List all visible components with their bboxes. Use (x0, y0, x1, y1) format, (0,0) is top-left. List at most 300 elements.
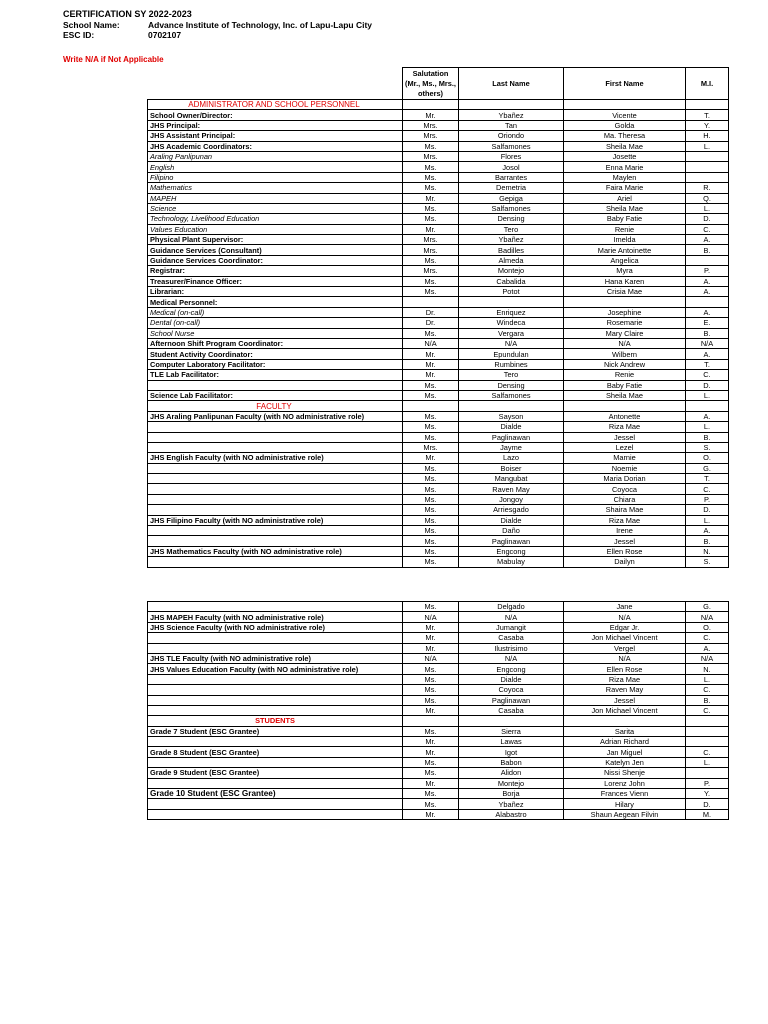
last-name-cell: Mabulay (459, 557, 564, 567)
middle-initial-cell: L. (686, 757, 729, 767)
salutation-cell: Ms. (403, 674, 459, 684)
first-name-cell: Marnie (564, 453, 686, 463)
first-name-cell: Hana Karen (564, 276, 686, 286)
first-name-cell: Jessel (564, 536, 686, 546)
role-label-cell: JHS TLE Faculty (with NO administrative role) (148, 653, 403, 663)
table-row (148, 778, 729, 788)
middle-initial-cell: S. (686, 442, 729, 452)
role-label-cell (148, 474, 403, 484)
last-name-cell (459, 297, 564, 307)
role-label-cell (148, 484, 403, 494)
first-name-cell: Irene (564, 526, 686, 536)
table-row (148, 307, 729, 317)
salutation-cell: Mr. (403, 110, 459, 120)
table-row (148, 799, 729, 809)
first-name-cell: Riza Mae (564, 674, 686, 684)
role-label-cell: JHS Filipino Faculty (with NO administrative role) (148, 515, 403, 525)
first-name-cell: N/A (564, 612, 686, 622)
last-name-cell: Casaba (459, 633, 564, 643)
role-label-cell: Librarian: (148, 287, 403, 297)
table-row (148, 674, 729, 684)
table-row (148, 789, 729, 799)
role-label-cell: MAPEH (148, 193, 403, 203)
empty-cell (459, 716, 564, 726)
table-row (148, 183, 729, 193)
first-name-cell: Coyoca (564, 484, 686, 494)
salutation-cell: Mr. (403, 778, 459, 788)
first-name-cell: Baby Fatie (564, 214, 686, 224)
first-name-cell: Jessel (564, 695, 686, 705)
salutation-cell: Ms. (403, 664, 459, 674)
last-name-cell: Jumangit (459, 622, 564, 632)
first-name-cell: Jon Michael Vincent (564, 705, 686, 715)
role-label-cell: JHS Araling Panlipunan Faculty (with NO administrative role) (148, 411, 403, 421)
table-row (148, 768, 729, 778)
role-label-cell: Computer Laboratory Facilitator: (148, 359, 403, 369)
middle-initial-cell: Y. (686, 120, 729, 130)
last-name-cell: Dialde (459, 674, 564, 684)
role-label-cell: Medical (on-call) (148, 307, 403, 317)
first-name-cell: Sheila Mae (564, 203, 686, 213)
table-row (148, 757, 729, 767)
school-name-value: Advance Institute of Technology, Inc. of Lapu-Lapu City (148, 19, 372, 30)
last-name-cell: Engcong (459, 546, 564, 556)
salutation-cell: Mrs. (403, 131, 459, 141)
section-heading: FACULTY (148, 401, 403, 411)
salutation-cell: Ms. (403, 141, 459, 151)
salutation-cell: Ms. (403, 602, 459, 612)
last-name-cell: Sayson (459, 411, 564, 421)
role-label-cell: Medical Personnel: (148, 297, 403, 307)
first-name-cell: Sheila Mae (564, 390, 686, 400)
table-row (148, 172, 729, 182)
middle-initial-cell (686, 162, 729, 172)
table-row (148, 463, 729, 473)
table-row (148, 602, 729, 612)
table-row (148, 370, 729, 380)
first-name-cell: Katelyn Jen (564, 757, 686, 767)
table-row (148, 633, 729, 643)
last-name-cell: Coyoca (459, 685, 564, 695)
role-label-cell (148, 695, 403, 705)
salutation-cell: Mr. (403, 193, 459, 203)
first-name-cell: N/A (564, 653, 686, 663)
first-name-cell: Lezel (564, 442, 686, 452)
section-row (148, 716, 729, 726)
salutation-cell: Ms. (403, 685, 459, 695)
last-name-cell: Salfamones (459, 390, 564, 400)
last-name-cell: Tan (459, 120, 564, 130)
last-name-cell: Windeca (459, 318, 564, 328)
first-name-cell: Golda (564, 120, 686, 130)
role-label-cell: Araling Panlipunan (148, 151, 403, 161)
header-mi: M.I. (686, 68, 729, 100)
salutation-cell: Ms. (403, 726, 459, 736)
role-label-cell (148, 494, 403, 504)
role-label-cell: School Nurse (148, 328, 403, 338)
salutation-cell: Mr. (403, 349, 459, 359)
middle-initial-cell (686, 768, 729, 778)
table-row (148, 110, 729, 120)
last-name-cell: Alidon (459, 768, 564, 778)
last-name-cell: Arriesgado (459, 505, 564, 515)
first-name-cell: Renie (564, 224, 686, 234)
table-row (148, 338, 729, 348)
middle-initial-cell: C. (686, 370, 729, 380)
salutation-cell: Dr. (403, 307, 459, 317)
last-name-cell: Vergara (459, 328, 564, 338)
middle-initial-cell: Y. (686, 789, 729, 799)
last-name-cell: Mangubat (459, 474, 564, 484)
first-name-cell: N/A (564, 338, 686, 348)
role-label-cell: Afternoon Shift Program Coordinator: (148, 338, 403, 348)
last-name-cell: Delgado (459, 602, 564, 612)
role-label-cell: Dental (on-call) (148, 318, 403, 328)
empty-cell (459, 100, 564, 110)
salutation-cell (403, 297, 459, 307)
middle-initial-cell: D. (686, 380, 729, 390)
first-name-cell: Ariel (564, 193, 686, 203)
empty-cell (686, 401, 729, 411)
salutation-cell: Ms. (403, 505, 459, 515)
salutation-cell: Ms. (403, 526, 459, 536)
salutation-cell: Ms. (403, 183, 459, 193)
salutation-cell: Ms. (403, 172, 459, 182)
middle-initial-cell: P. (686, 778, 729, 788)
salutation-cell: Mrs. (403, 120, 459, 130)
role-label-cell (148, 757, 403, 767)
first-name-cell: Enna Marie (564, 162, 686, 172)
middle-initial-cell: C. (686, 484, 729, 494)
first-name-cell: Adrian Richard (564, 737, 686, 747)
table-row (148, 120, 729, 130)
middle-initial-cell: C. (686, 685, 729, 695)
table-row (148, 390, 729, 400)
salutation-cell: Mr. (403, 747, 459, 757)
role-label-cell (148, 809, 403, 819)
role-label-cell (148, 799, 403, 809)
role-label-cell (148, 674, 403, 684)
last-name-cell: Densing (459, 214, 564, 224)
middle-initial-cell: T. (686, 359, 729, 369)
esc-id-value: 0702107 (148, 30, 182, 40)
first-name-cell: Myra (564, 266, 686, 276)
salutation-cell: Ms. (403, 494, 459, 504)
middle-initial-cell: L. (686, 674, 729, 684)
table-row (148, 287, 729, 297)
table-row (148, 622, 729, 632)
role-label-cell (148, 442, 403, 452)
table-row (148, 515, 729, 525)
role-label-cell (148, 643, 403, 653)
role-label-cell: JHS Values Education Faculty (with NO administrative role) (148, 664, 403, 674)
middle-initial-cell: N/A (686, 338, 729, 348)
last-name-cell: Potot (459, 287, 564, 297)
middle-initial-cell: O. (686, 453, 729, 463)
last-name-cell: Almeda (459, 255, 564, 265)
first-name-cell: Ellen Rose (564, 546, 686, 556)
middle-initial-cell: C. (686, 633, 729, 643)
role-label-cell: Guidance Services Coordinator: (148, 255, 403, 265)
header-blank-cell (148, 68, 403, 100)
header-first-name: First Name (564, 68, 686, 100)
middle-initial-cell: M. (686, 809, 729, 819)
first-name-cell: Maria Dorian (564, 474, 686, 484)
role-label-cell: Filipino (148, 172, 403, 182)
header-last-name: Last Name (459, 68, 564, 100)
middle-initial-cell: Q. (686, 193, 729, 203)
salutation-cell: Ms. (403, 422, 459, 432)
last-name-cell: Dialde (459, 422, 564, 432)
role-label-cell: Treasurer/Finance Officer: (148, 276, 403, 286)
section-heading: ADMINISTRATOR AND SCHOOL PERSONNEL (148, 100, 403, 110)
table-row (148, 380, 729, 390)
table-row (148, 494, 729, 504)
first-name-cell: Frances Vienn (564, 789, 686, 799)
table-row (148, 546, 729, 556)
table-row (148, 664, 729, 674)
table-row (148, 255, 729, 265)
last-name-cell: Flores (459, 151, 564, 161)
salutation-cell: Mrs. (403, 235, 459, 245)
first-name-cell: Shaira Mae (564, 505, 686, 515)
last-name-cell: Raven May (459, 484, 564, 494)
table-row (148, 536, 729, 546)
header-salutation: Salutation (Mr., Ms., Mrs., others) (403, 68, 459, 100)
last-name-cell: Enriquez (459, 307, 564, 317)
role-label-cell (148, 463, 403, 473)
salutation-cell: Ms. (403, 515, 459, 525)
role-label-cell (148, 536, 403, 546)
role-label-cell: Science Lab Facilitator: (148, 390, 403, 400)
table-row (148, 505, 729, 515)
salutation-cell: Ms. (403, 328, 459, 338)
middle-initial-cell: A. (686, 643, 729, 653)
last-name-cell: N/A (459, 612, 564, 622)
salutation-cell: Mr. (403, 359, 459, 369)
empty-cell (564, 100, 686, 110)
first-name-cell: Jane (564, 602, 686, 612)
role-label-cell: Guidance Services (Consultant) (148, 245, 403, 255)
role-label-cell: Values Education (148, 224, 403, 234)
role-label-cell: Grade 10 Student (ESC Grantee) (148, 789, 403, 799)
middle-initial-cell: P. (686, 266, 729, 276)
last-name-cell: Ybañez (459, 110, 564, 120)
last-name-cell: N/A (459, 338, 564, 348)
middle-initial-cell: P. (686, 494, 729, 504)
salutation-cell: Mrs. (403, 151, 459, 161)
role-label-cell (148, 778, 403, 788)
last-name-cell: Montejo (459, 778, 564, 788)
table-row (148, 474, 729, 484)
middle-initial-cell: C. (686, 224, 729, 234)
role-label-cell: Physical Plant Supervisor: (148, 235, 403, 245)
table-row (148, 349, 729, 359)
salutation-cell: Mr. (403, 633, 459, 643)
role-label-cell: Technology, Livelihood Education (148, 214, 403, 224)
last-name-cell: Badilles (459, 245, 564, 255)
salutation-cell: Mr. (403, 622, 459, 632)
first-name-cell: Marie Antoinette (564, 245, 686, 255)
personnel-table (147, 67, 729, 568)
table-row (148, 224, 729, 234)
middle-initial-cell: E. (686, 318, 729, 328)
last-name-cell: Ybañez (459, 799, 564, 809)
role-label-cell: JHS Science Faculty (with NO administrative role) (148, 622, 403, 632)
first-name-cell: Ma. Theresa (564, 131, 686, 141)
last-name-cell: Josol (459, 162, 564, 172)
first-name-cell: Riza Mae (564, 515, 686, 525)
empty-cell (564, 716, 686, 726)
role-label-cell (148, 602, 403, 612)
role-label-cell (148, 705, 403, 715)
salutation-cell: N/A (403, 653, 459, 663)
last-name-cell: Demetria (459, 183, 564, 193)
empty-cell (459, 401, 564, 411)
salutation-cell: Ms. (403, 536, 459, 546)
table-row (148, 151, 729, 161)
first-name-cell (564, 297, 686, 307)
middle-initial-cell: B. (686, 536, 729, 546)
last-name-cell: Dialde (459, 515, 564, 525)
salutation-cell: Mrs. (403, 266, 459, 276)
first-name-cell: Antonette (564, 411, 686, 421)
table-row (148, 526, 729, 536)
salutation-cell: Ms. (403, 557, 459, 567)
salutation-cell: Mr. (403, 705, 459, 715)
salutation-cell: Dr. (403, 318, 459, 328)
last-name-cell: Jongoy (459, 494, 564, 504)
last-name-cell: Engcong (459, 664, 564, 674)
middle-initial-cell (686, 255, 729, 265)
role-label-cell: JHS Mathematics Faculty (with NO administrative role) (148, 546, 403, 556)
middle-initial-cell: T. (686, 474, 729, 484)
last-name-cell: Lazo (459, 453, 564, 463)
last-name-cell: Rumbines (459, 359, 564, 369)
middle-initial-cell: B. (686, 695, 729, 705)
middle-initial-cell: A. (686, 235, 729, 245)
last-name-cell: Ybañez (459, 235, 564, 245)
salutation-cell: Ms. (403, 287, 459, 297)
salutation-cell: Mr. (403, 643, 459, 653)
first-name-cell: Jessel (564, 432, 686, 442)
salutation-cell: Ms. (403, 768, 459, 778)
last-name-cell: Alabastro (459, 809, 564, 819)
middle-initial-cell: D. (686, 214, 729, 224)
last-name-cell: Boiser (459, 463, 564, 473)
middle-initial-cell (686, 172, 729, 182)
middle-initial-cell: A. (686, 307, 729, 317)
first-name-cell: Noemie (564, 463, 686, 473)
table-row (148, 809, 729, 819)
last-name-cell: N/A (459, 653, 564, 663)
middle-initial-cell (686, 151, 729, 161)
first-name-cell: Rosemarie (564, 318, 686, 328)
table-row (148, 685, 729, 695)
last-name-cell: Paglinawan (459, 695, 564, 705)
last-name-cell: Casaba (459, 705, 564, 715)
last-name-cell: Paglinawan (459, 536, 564, 546)
first-name-cell: Maylen (564, 172, 686, 182)
middle-initial-cell: G. (686, 602, 729, 612)
first-name-cell: Edgar Jr. (564, 622, 686, 632)
role-label-cell (148, 633, 403, 643)
last-name-cell: Epundulan (459, 349, 564, 359)
table-header-row (148, 68, 729, 100)
table-row (148, 214, 729, 224)
first-name-cell: Dailyn (564, 557, 686, 567)
table-row (148, 411, 729, 421)
role-label-cell (148, 685, 403, 695)
last-name-cell: Montejo (459, 266, 564, 276)
table-row (148, 359, 729, 369)
salutation-cell: Mr. (403, 737, 459, 747)
table-row (148, 453, 729, 463)
first-name-cell: Imelda (564, 235, 686, 245)
table-row (148, 162, 729, 172)
middle-initial-cell: G. (686, 463, 729, 473)
first-name-cell: Riza Mae (564, 422, 686, 432)
first-name-cell: Raven May (564, 685, 686, 695)
salutation-cell: Ms. (403, 380, 459, 390)
first-name-cell: Jon Michael Vincent (564, 633, 686, 643)
middle-initial-cell: D. (686, 505, 729, 515)
table-row (148, 557, 729, 567)
last-name-cell: Barrantes (459, 172, 564, 182)
role-label-cell (148, 526, 403, 536)
first-name-cell: Vicente (564, 110, 686, 120)
table-row (148, 235, 729, 245)
first-name-cell: Jan Miguel (564, 747, 686, 757)
first-name-cell: Ellen Rose (564, 664, 686, 674)
salutation-cell: Ms. (403, 390, 459, 400)
middle-initial-cell: N. (686, 664, 729, 674)
middle-initial-cell: N. (686, 546, 729, 556)
role-label-cell: Mathematics (148, 183, 403, 193)
salutation-cell: Mr. (403, 370, 459, 380)
role-label-cell (148, 737, 403, 747)
salutation-cell: Ms. (403, 695, 459, 705)
role-label-cell: TLE Lab Facilitator: (148, 370, 403, 380)
last-name-cell: Babon (459, 757, 564, 767)
empty-cell (403, 100, 459, 110)
empty-cell (403, 716, 459, 726)
middle-initial-cell: N/A (686, 653, 729, 663)
salutation-cell: Mrs. (403, 442, 459, 452)
role-label-cell: Grade 8 Student (ESC Grantee) (148, 747, 403, 757)
role-label-cell (148, 380, 403, 390)
salutation-cell: Ms. (403, 162, 459, 172)
last-name-cell: Jayme (459, 442, 564, 452)
role-label-cell: Grade 9 Student (ESC Grantee) (148, 768, 403, 778)
table-row (148, 276, 729, 286)
last-name-cell: Tero (459, 370, 564, 380)
esc-id-label: ESC ID: (63, 30, 95, 40)
last-name-cell: Ilustrisimo (459, 643, 564, 653)
salutation-cell: Ms. (403, 546, 459, 556)
role-label-cell (148, 505, 403, 515)
middle-initial-cell (686, 737, 729, 747)
middle-initial-cell: A. (686, 411, 729, 421)
first-name-cell: Crisia Mae (564, 287, 686, 297)
table-row (148, 612, 729, 622)
middle-initial-cell: D. (686, 799, 729, 809)
school-name-label: School Name: (63, 19, 120, 30)
middle-initial-cell: L. (686, 515, 729, 525)
first-name-cell: Wilbern (564, 349, 686, 359)
middle-initial-cell: L. (686, 390, 729, 400)
middle-initial-cell: O. (686, 622, 729, 632)
